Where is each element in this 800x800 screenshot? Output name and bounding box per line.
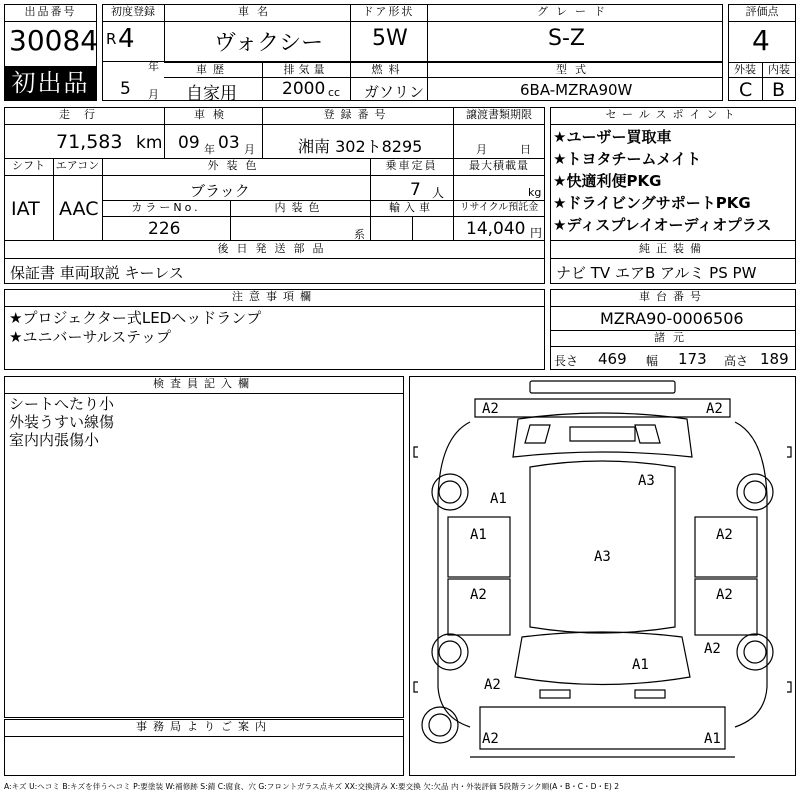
equipment: ナビ TV エアB アルミ PS PW	[556, 264, 757, 282]
sales-item: ★ユーザー買取車	[553, 128, 672, 146]
transfer-label: 譲渡書類期限	[466, 108, 532, 121]
sales-item: ★ディスプレイオーディオプラス	[553, 216, 772, 234]
interior-color-label: 内装色	[274, 201, 326, 214]
caution-item: ★ユニバーサルステップ	[9, 328, 171, 346]
fuel-label: 燃料	[371, 63, 406, 76]
plate-number: 湘南 302ト8295	[298, 137, 423, 156]
exterior-color: ブラック	[190, 182, 250, 200]
damage-mark: A2	[704, 641, 721, 657]
exterior-label: 外装	[734, 63, 756, 76]
model: 6BA-MZRA90W	[520, 81, 633, 99]
inspection-month-unit: 月	[244, 143, 255, 156]
dimensions-label: 諸元	[654, 331, 692, 344]
car-name: ヴォクシー	[214, 31, 324, 56]
history: 自家用	[186, 84, 237, 104]
sales-point-label: セールスポイント	[605, 108, 741, 121]
recycle-label: リサイクル預託金	[459, 202, 539, 213]
fuel: ガソリン	[364, 83, 425, 101]
chassis-label: 車台番号	[639, 290, 707, 303]
spec-box	[4, 107, 545, 241]
plate-label: 登録番号	[323, 108, 392, 121]
yen-unit: 円	[530, 226, 543, 240]
damage-mark: A1	[470, 527, 487, 543]
height-label: 高さ	[724, 354, 749, 368]
cc-unit: cc	[328, 86, 341, 99]
displacement-label: 排気量	[283, 63, 329, 76]
inspector-label: 検査員記入欄	[153, 377, 255, 390]
air-conditioner: AAC	[59, 198, 99, 220]
damage-diagram	[409, 376, 796, 776]
model-label: 型式	[556, 63, 594, 76]
shift-label: シフト	[12, 159, 45, 172]
damage-mark: A2	[482, 731, 499, 747]
interior-color-unit: 系	[354, 228, 365, 241]
inspector-note: 外装うすい線傷	[9, 413, 115, 431]
year-unit: 年	[148, 60, 159, 73]
exterior-grade: C	[739, 79, 753, 101]
score: 4	[752, 24, 770, 57]
door-label: ドア形状	[362, 5, 415, 18]
recycle-fee: 14,040	[466, 219, 526, 239]
kg-unit: kg	[528, 186, 542, 199]
color-number: 226	[148, 219, 181, 239]
km-unit: km	[136, 133, 163, 153]
mileage-label: 走行	[59, 108, 109, 121]
person-unit: 人	[432, 186, 445, 200]
door-type: 5W	[372, 26, 408, 51]
damage-mark: A3	[594, 549, 611, 565]
score-label: 評価点	[745, 5, 779, 18]
inspection-year-unit: 年	[204, 143, 215, 156]
shift: IAT	[11, 198, 40, 220]
month-unit: 月	[148, 88, 159, 101]
height: 189	[760, 350, 789, 368]
reg-month: 5	[120, 79, 131, 99]
mileage: 71,583	[56, 131, 123, 153]
sales-item: ★ドライビングサポートPKG	[553, 194, 751, 212]
grade-label: グレード	[537, 5, 613, 18]
inspection-month: 03	[218, 133, 240, 153]
color-label: 外装色	[207, 159, 265, 172]
reg-year: 4	[118, 24, 135, 54]
damage-mark: A1	[704, 731, 721, 747]
capacity-label: 乗車定員	[385, 159, 438, 172]
caution-label: 注意事項欄	[232, 290, 317, 303]
office-label: 事務局よりご案内	[136, 720, 272, 733]
capacity: 7	[410, 180, 421, 200]
first-reg-label: 初度登録	[111, 5, 155, 18]
displacement: 2000	[282, 79, 326, 99]
damage-mark: A2	[706, 401, 723, 417]
damage-mark: A2	[716, 587, 733, 603]
history-label: 車歴	[196, 63, 230, 76]
name-label: 車名	[238, 5, 276, 18]
equipment-label: 純正装備	[639, 242, 707, 255]
damage-mark: A3	[638, 473, 655, 489]
import-label: 輸入車	[389, 201, 434, 214]
inspector-note: 室内内張傷小	[9, 431, 100, 449]
legend-footer: A:キズ U:ヘコミ B:キズを伴うヘコミ P:要塗装 W:補修跡 S:錆 C:腐食、穴 G:フロントガラス点キズ XX:交換済み X:要交換 欠:欠品 内・外装評価 5段階ランク順(A・B・C・D・E) 2	[4, 782, 620, 791]
interior-label: 内装	[768, 63, 790, 76]
inspector-note: シートへたり小	[9, 395, 115, 413]
later-parts-label: 後日発送部品	[217, 242, 332, 255]
damage-mark: A1	[490, 491, 507, 507]
transfer-month: 月	[476, 143, 487, 156]
inspection-year: 09	[178, 133, 200, 153]
color-no-label: カラーNo.	[131, 201, 201, 214]
later-parts: 保証書 車両取説 キーレス	[10, 264, 184, 282]
width: 173	[678, 350, 707, 368]
ac-label: エアコン	[55, 159, 100, 172]
era: R	[106, 30, 117, 48]
sales-item: ★快適利便PKG	[553, 172, 662, 190]
load-label: 最大積載量	[469, 159, 529, 172]
transfer-day: 日	[520, 143, 531, 156]
caution-item: ★プロジェクター式LEDヘッドランプ	[9, 309, 262, 327]
length: 469	[598, 350, 627, 368]
length-label: 長さ	[554, 354, 579, 368]
lot-number: 30084	[9, 24, 99, 57]
damage-mark: A2	[484, 677, 501, 693]
car-outline-diagram	[410, 377, 795, 775]
interior-grade: B	[772, 79, 786, 101]
chassis-number: MZRA90-0006506	[600, 309, 744, 328]
first-listing-badge: 初出品	[5, 66, 96, 100]
sales-item: ★トヨタチームメイト	[553, 150, 702, 168]
damage-mark: A2	[716, 527, 733, 543]
grade: S-Z	[548, 26, 585, 51]
width-label: 幅	[646, 354, 659, 368]
damage-mark: A1	[632, 657, 649, 673]
damage-mark: A2	[482, 401, 499, 417]
damage-mark: A2	[470, 587, 487, 603]
lot-number-label: 出品番号	[24, 5, 77, 18]
inspection-label: 車検	[194, 108, 232, 121]
